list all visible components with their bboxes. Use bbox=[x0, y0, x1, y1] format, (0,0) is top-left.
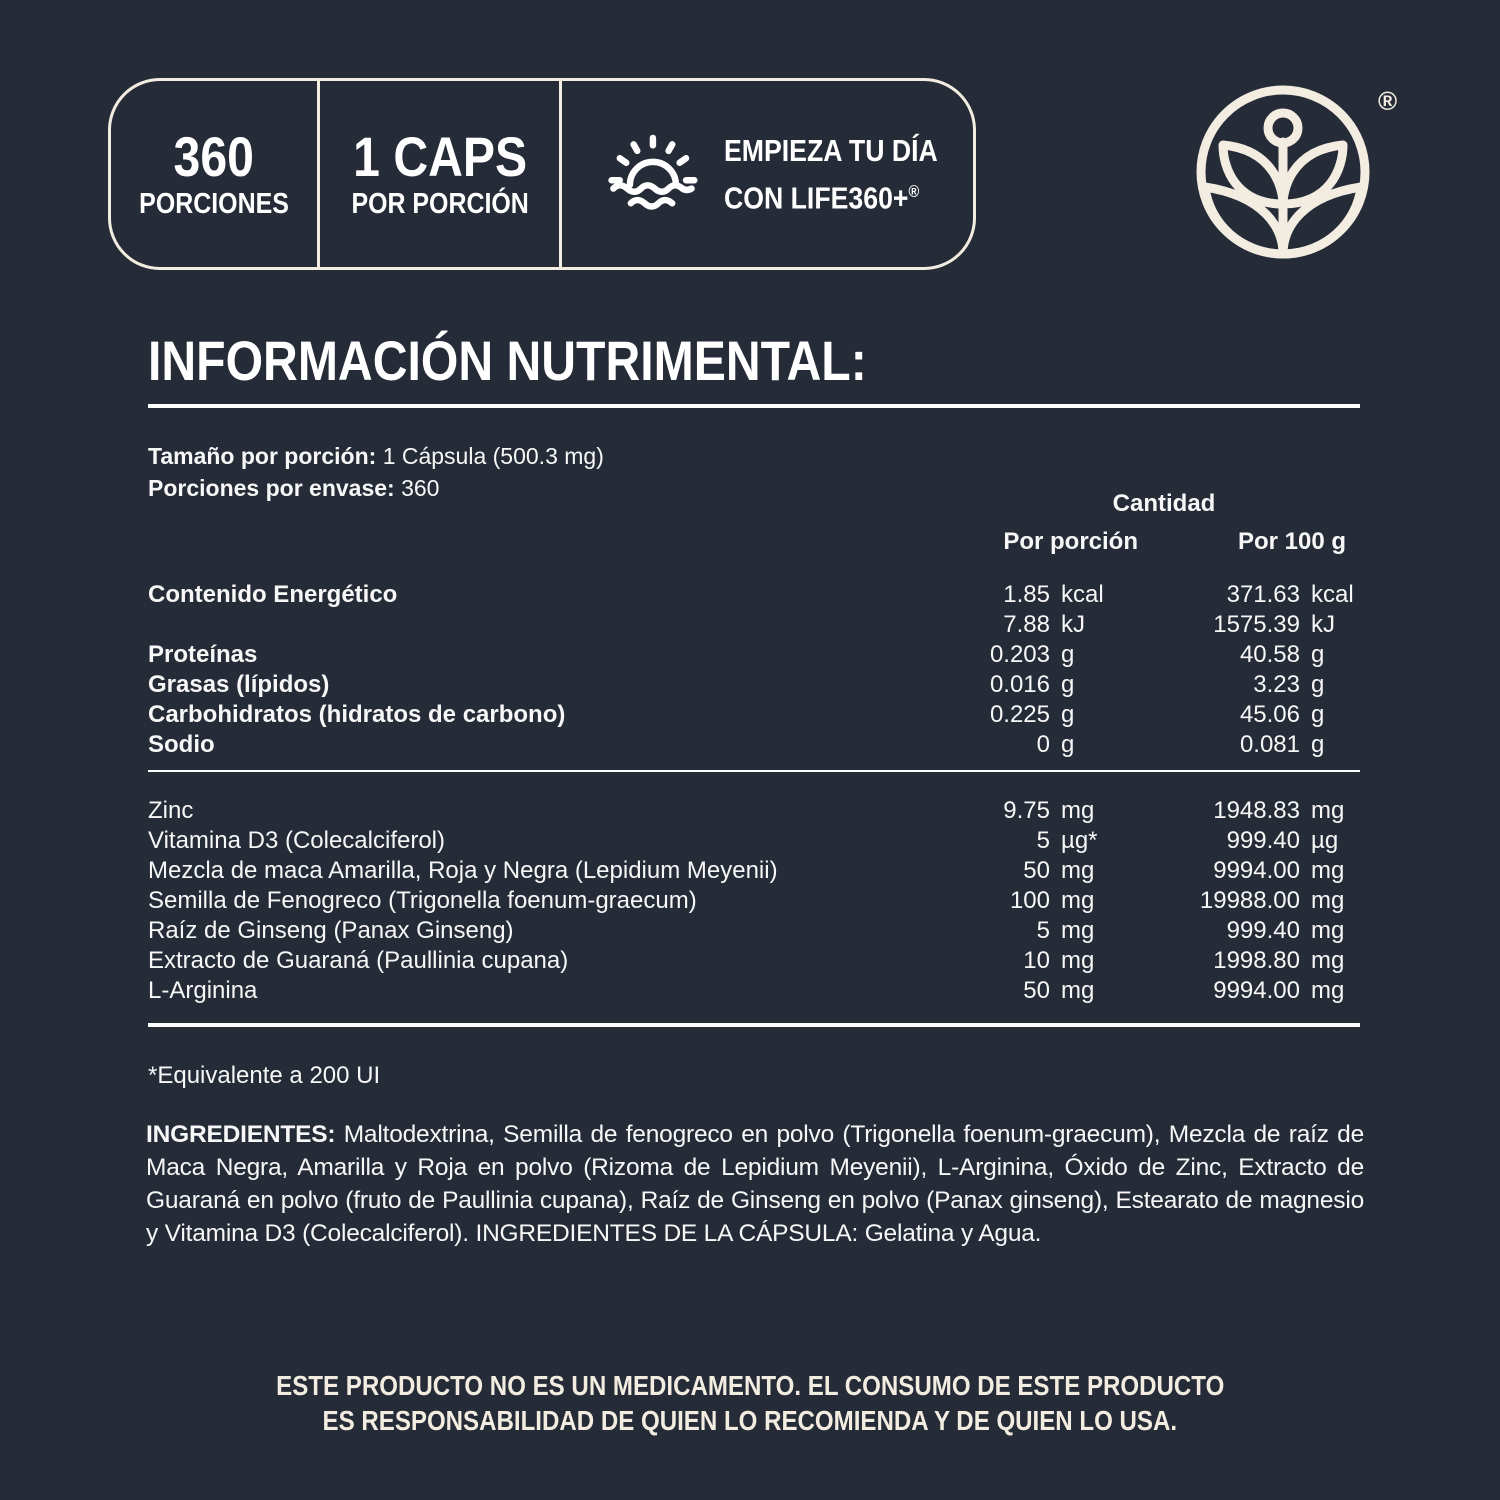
legal-disclaimer bbox=[0, 1368, 1500, 1438]
table-row: Extracto de Guaraná (Paullinia cupana) 10 mg 1998.80 mg bbox=[148, 947, 1345, 974]
col-header-per-serving: Por porción bbox=[1003, 528, 1138, 555]
page-title: INFORMACIÓN NUTRIMENTAL: bbox=[148, 329, 867, 392]
serving-size-line bbox=[148, 440, 604, 472]
servings-per-container-label: Porciones por envase: bbox=[148, 475, 395, 501]
caps-badge bbox=[317, 81, 559, 267]
tagline-line2: CON LIFE360+ bbox=[724, 180, 909, 216]
table-row: Semilla de Fenogreco (Trigonella foenum-graecum) 100 mg 19988.00 mg bbox=[148, 887, 1345, 914]
servings-badge bbox=[111, 81, 317, 267]
table-row: Sodio 0 g 0.081 g bbox=[148, 731, 1325, 758]
column-header-row bbox=[148, 527, 1360, 557]
section-divider bbox=[148, 770, 1360, 772]
footnote: *Equivalente a 200 UI bbox=[148, 1062, 381, 1089]
table-row: Proteínas 0.203 g 40.58 g bbox=[148, 641, 1325, 668]
caps-label: POR PORCIÓN bbox=[351, 188, 529, 220]
serving-size-label: Tamaño por porción: bbox=[148, 443, 377, 469]
table-row: Grasas (lípidos) 0.016 g 3.23 g bbox=[148, 671, 1325, 698]
serving-size-value: 1 Cápsula (500.3 mg) bbox=[382, 443, 604, 469]
servings-label: PORCIONES bbox=[139, 188, 289, 220]
table-row: Mezcla de maca Amarilla, Roja y Negra (Lepidium Meyenii) 50 mg 9994.00 mg bbox=[148, 857, 1345, 884]
servings-per-container-value: 360 bbox=[401, 475, 440, 501]
table-row: Contenido Energético 1.85 kcal 371.63 kcal bbox=[148, 581, 1354, 608]
supplement-rows bbox=[148, 796, 1360, 1006]
table-row: Vitamina D3 (Colecalciferol) 5 µg* 999.40 µg bbox=[148, 827, 1339, 854]
nutrition-table bbox=[148, 490, 1360, 1004]
table-row: 7.88 kJ 1575.39 kJ bbox=[1003, 611, 1335, 638]
disclaimer-line2: ES RESPONSABILIDAD DE QUIEN LO RECOMIENDA Y DE QUIEN LO USA. bbox=[322, 1405, 1178, 1436]
disclaimer-line1: ESTE PRODUCTO NO ES UN MEDICAMENTO. EL CONSUMO DE ESTE PRODUCTO bbox=[275, 1370, 1225, 1401]
table-row: Carbohidratos (hidratos de carbono) 0.225 g 45.06 g bbox=[148, 701, 1325, 728]
title-divider bbox=[148, 404, 1360, 408]
tagline-line1: EMPIEZA TU DÍA bbox=[724, 132, 939, 168]
col-header-per-100g: Por 100 g bbox=[1237, 528, 1346, 555]
sunrise-icon bbox=[606, 129, 698, 220]
logo-registered-mark: ® bbox=[1378, 86, 1398, 116]
ingredients-paragraph bbox=[146, 1118, 1364, 1250]
tagline-registered-mark: ® bbox=[908, 181, 920, 201]
plant-circle-icon bbox=[1192, 253, 1374, 270]
tagline-badge bbox=[559, 81, 973, 267]
brand-logo bbox=[1192, 80, 1422, 270]
ingredients-text: Maltodextrina, Semilla de fenogreco en polvo (Trigonella foenum-graecum), Mezcla de raíz de Maca Negra, Amarilla y Roja en polvo (Rizoma de Lepidium Meyenii), L-Arginina, Óxido de Zinc, Extracto de Guaraná en polvo (fruto de Paullinia cupana), Raíz de Ginseng en polvo (Panax ginseng), Estearato de magnesio y Vitamina D3 (Colecalciferol). INGREDIENTES DE LA CÁPSULA: Gelatina y Agua. bbox=[146, 1121, 1364, 1247]
table-row: Zinc 9.75 mg 1948.83 mg bbox=[148, 797, 1345, 824]
caps-value: 1 CAPS bbox=[352, 125, 527, 188]
amount-header: Cantidad bbox=[1112, 490, 1216, 517]
table-row: L-Arginina 50 mg 9994.00 mg bbox=[148, 977, 1345, 1004]
top-badge bbox=[108, 78, 976, 270]
servings-value: 360 bbox=[173, 125, 255, 188]
ingredients-label: INGREDIENTES: bbox=[146, 1121, 336, 1148]
macro-rows bbox=[148, 580, 1360, 760]
table-row: Raíz de Ginseng (Panax Ginseng) 5 mg 999.40 mg bbox=[148, 917, 1345, 944]
table-bottom-divider bbox=[148, 1023, 1360, 1027]
